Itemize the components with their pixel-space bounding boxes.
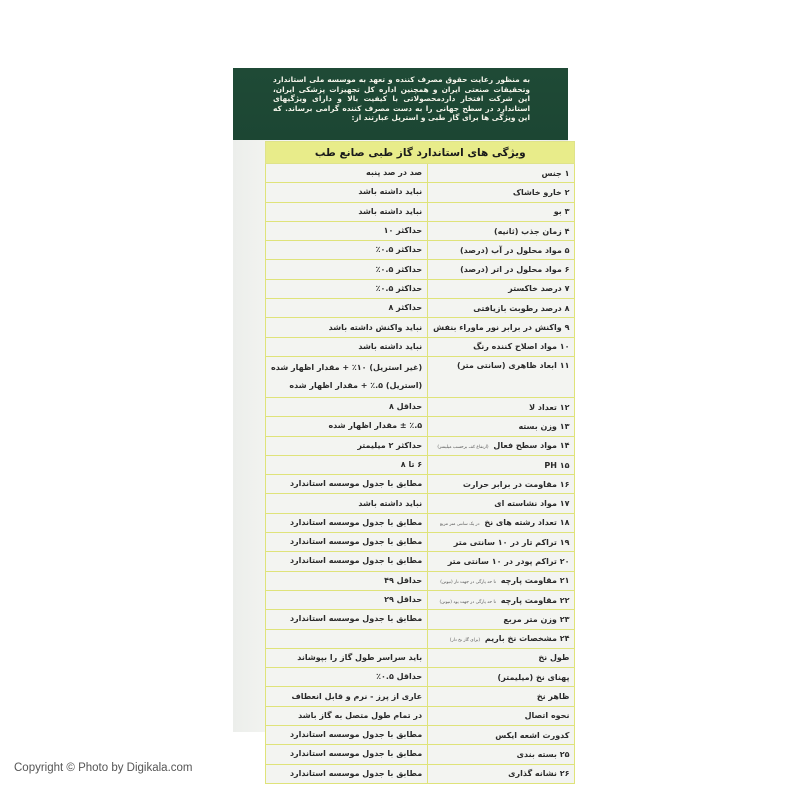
value-text: حداکثر ۰.۵٪ [375, 283, 423, 293]
value-text-secondary: (استریل) ۵.٪ + مقدار اظهار شده [289, 380, 423, 390]
property-label: ۴ زمان جذب (ثانیه) [493, 226, 570, 236]
value-cell [266, 552, 428, 571]
value-text: عاری از پرز - نرم و قابل انعطاف [291, 691, 423, 701]
value-cell [266, 337, 428, 356]
table-row [266, 648, 575, 667]
property-note: در یک سانتی متر مربع [439, 522, 480, 528]
table-row [266, 687, 575, 706]
property-cell [428, 337, 575, 356]
value-cell [266, 648, 428, 667]
value-cell [266, 356, 428, 397]
value-cell [266, 764, 428, 783]
property-cell [428, 241, 575, 260]
value-cell [266, 260, 428, 279]
value-text: مطابق با جدول موسسه استاندارد [289, 517, 423, 527]
value-text: نباید داشته باشد [358, 206, 423, 216]
property-label: ۲۰ تراکم پودر در ۱۰ سانتی متر [447, 556, 570, 566]
property-cell [428, 183, 575, 202]
table-row [266, 241, 575, 260]
value-cell [266, 571, 428, 590]
property-label: ۲۳ وزن متر مربع [503, 614, 570, 624]
product-spec-leaflet [233, 68, 570, 779]
table-row [266, 706, 575, 725]
value-text: باید سراسر طول گاز را بپوشاند [297, 652, 423, 662]
value-text: مطابق با جدول موسسه استاندارد [289, 730, 423, 740]
table-row [266, 221, 575, 240]
table-row [266, 475, 575, 494]
value-cell [266, 299, 428, 318]
spec-table-title: ویژگی های استاندارد گاز طبی صانع طب [266, 142, 575, 164]
table-row [266, 552, 575, 571]
value-cell [266, 668, 428, 687]
property-cell [428, 610, 575, 629]
value-cell [266, 629, 428, 648]
property-label: ۷ درصد خاکستر [508, 284, 570, 294]
property-label: پهنای نخ (میلیمتر) [497, 672, 570, 682]
property-label: کدورت اشعه ایکس [495, 730, 570, 740]
value-text: حداکثر ۰.۵٪ [375, 245, 423, 255]
table-row [266, 668, 575, 687]
property-cell [428, 164, 575, 183]
value-text: حداقل ۴۹ [384, 575, 423, 585]
table-row [266, 629, 575, 648]
spec-table [265, 141, 575, 784]
property-label: طول نخ [538, 653, 570, 663]
property-cell [428, 299, 575, 318]
table-row [266, 417, 575, 436]
value-text: مطابق با جدول موسسه استاندارد [289, 749, 423, 759]
property-cell [428, 552, 575, 571]
property-cell [428, 629, 575, 648]
value-text: نباید داشته باشد [358, 187, 423, 197]
table-row [266, 279, 575, 298]
property-label: نحوه اتصال [524, 711, 570, 721]
property-label: ۱۷ مواد نشاسته ای [494, 499, 570, 509]
property-cell [428, 221, 575, 240]
property-cell [428, 356, 575, 397]
value-cell [266, 590, 428, 609]
table-row [266, 337, 575, 356]
property-note: تا حد پارگی در جهت تار (نیوتن) [440, 580, 496, 586]
property-cell [428, 590, 575, 609]
table-row [266, 610, 575, 629]
value-text: (غیر استریل) ۱۰٪ + مقدار اظهار شده [271, 362, 423, 372]
value-cell [266, 221, 428, 240]
property-cell [428, 533, 575, 552]
value-cell [266, 745, 428, 764]
property-cell [428, 417, 575, 436]
property-note: (برای گاز نخ دار) [449, 638, 481, 644]
value-cell [266, 513, 428, 532]
value-cell [266, 241, 428, 260]
table-row [266, 183, 575, 202]
table-row [266, 571, 575, 590]
table-row [266, 318, 575, 337]
value-cell [266, 687, 428, 706]
value-cell [266, 436, 428, 455]
value-text: حداقل ۸ [388, 402, 423, 412]
value-cell [266, 455, 428, 474]
table-row [266, 455, 575, 474]
property-cell [428, 260, 575, 279]
value-text: صد در صد پنبه [366, 168, 423, 178]
value-cell [266, 726, 428, 745]
value-cell [266, 279, 428, 298]
property-cell [428, 706, 575, 725]
property-cell [428, 475, 575, 494]
table-row [266, 356, 575, 397]
property-note: (ارتفاع کف برحسب میلیمتر) [437, 445, 489, 451]
property-cell [428, 455, 575, 474]
property-label: ۲۵ بسته بندی [516, 749, 570, 759]
copyright-caption: Copyright © Photo by Digikala.com [14, 762, 193, 774]
property-label: ۱۶ مقاومت در برابر حرارت [462, 479, 570, 489]
value-cell [266, 397, 428, 416]
property-cell [428, 745, 575, 764]
table-row [266, 494, 575, 513]
property-label: ۱۸ تعداد رشته های نخ [484, 518, 570, 528]
table-row [266, 436, 575, 455]
value-text: نباید داشته باشد [358, 498, 423, 508]
table-row [266, 299, 575, 318]
property-cell [428, 687, 575, 706]
table-row [266, 590, 575, 609]
value-cell [266, 318, 428, 337]
table-row [266, 764, 575, 783]
value-text: مطابق با جدول موسسه استاندارد [289, 479, 423, 489]
property-cell [428, 513, 575, 532]
property-label: ۱۲ تعداد لا [529, 402, 570, 412]
property-cell [428, 436, 575, 455]
value-text: حداقل ۰.۵٪ [376, 672, 423, 682]
value-cell [266, 494, 428, 513]
value-text: ۵.٪ ± مقدار اظهار شده [328, 421, 423, 431]
value-cell [266, 533, 428, 552]
value-text: نباید واکنش داشته باشد [328, 322, 423, 332]
property-cell [428, 397, 575, 416]
intro-paragraph: به منظور رعایت حقوق مصرف کننده و تعهد به موسسه ملی استاندارد وتحقیقات صنعتی ایران و همچنین اداره کل تجهیزات پزشکی ایران، این شرکت افتخار داردمحصولاتی با کیفیت بالا و دارای ویژگیهای استاندارد در سطح جهانی را به دست مصرف کننده گرامی برساند. که این ویژگی ها برای گاز طبی و استریل عبارتند از: [233, 68, 568, 140]
property-label: ۱۰ مواد اصلاح کننده رنگ [473, 342, 570, 352]
value-cell [266, 475, 428, 494]
property-label: ۲ خارو خاشاک [512, 187, 570, 197]
property-label: ۳ بو [553, 207, 570, 217]
spec-table-body [266, 164, 575, 784]
table-row [266, 513, 575, 532]
property-label: ۱۱ ابعاد ظاهری (سانتی متر) [457, 360, 570, 370]
value-cell [266, 164, 428, 183]
property-label: ۲۶ نشانه گذاری [508, 769, 570, 779]
property-cell [428, 202, 575, 221]
property-cell [428, 279, 575, 298]
property-label: ۶ مواد محلول در اتر (درصد) [460, 265, 570, 275]
value-text: مطابق با جدول موسسه استاندارد [289, 556, 423, 566]
property-label: ۵ مواد محلول در آب (درصد) [460, 245, 570, 255]
value-text: حداکثر ۸ [388, 303, 423, 313]
table-row [266, 202, 575, 221]
table-row [266, 745, 575, 764]
value-text: حداکثر ۱۰ [383, 226, 423, 236]
table-row [266, 397, 575, 416]
property-cell [428, 726, 575, 745]
property-cell [428, 764, 575, 783]
table-row [266, 260, 575, 279]
property-label: PH ۱۵ [544, 460, 570, 470]
value-text: حداکثر ۲ میلیمتر [357, 440, 423, 450]
property-label: ۸ درصد رطوبت بازیافتی [473, 303, 570, 313]
property-label: ظاهر نخ [536, 692, 570, 702]
value-text: ۶ تا ۸ [400, 460, 423, 469]
value-text: مطابق با جدول موسسه استاندارد [289, 614, 423, 624]
value-cell [266, 183, 428, 202]
property-label: ۹ واکنش در برابر نور ماوراء بنفش [433, 323, 570, 333]
value-cell [266, 417, 428, 436]
property-cell [428, 494, 575, 513]
property-cell [428, 318, 575, 337]
value-cell [266, 202, 428, 221]
property-cell [428, 648, 575, 667]
property-label: ۱۳ وزن بسته [518, 421, 570, 431]
property-label: ۱۴ مواد سطح فعال [493, 441, 570, 451]
property-cell [428, 571, 575, 590]
value-cell [266, 706, 428, 725]
value-text: حداکثر ۰.۵٪ [375, 264, 423, 274]
value-cell [266, 610, 428, 629]
table-row [266, 726, 575, 745]
value-text: در تمام طول متصل به گاز باشد [298, 710, 423, 720]
property-cell [428, 668, 575, 687]
table-row [266, 164, 575, 183]
value-text: مطابق با جدول موسسه استاندارد [289, 768, 423, 778]
value-text: نباید داشته باشد [358, 341, 423, 351]
property-label: ۱ جنس [541, 168, 570, 178]
property-label: ۲۲ مقاومت پارچه [500, 595, 570, 605]
property-note: تا حد پارگی در جهت پود (نیوتن) [439, 599, 496, 605]
property-label: ۲۱ مقاومت پارچه [500, 576, 570, 586]
value-text: مطابق با جدول موسسه استاندارد [289, 537, 423, 547]
property-label: ۲۴ مشخصات نخ باریم [484, 634, 570, 644]
property-label: ۱۹ تراکم تار در ۱۰ سانتی متر [453, 537, 570, 547]
table-row [266, 533, 575, 552]
value-text: حداقل ۲۹ [384, 595, 423, 605]
